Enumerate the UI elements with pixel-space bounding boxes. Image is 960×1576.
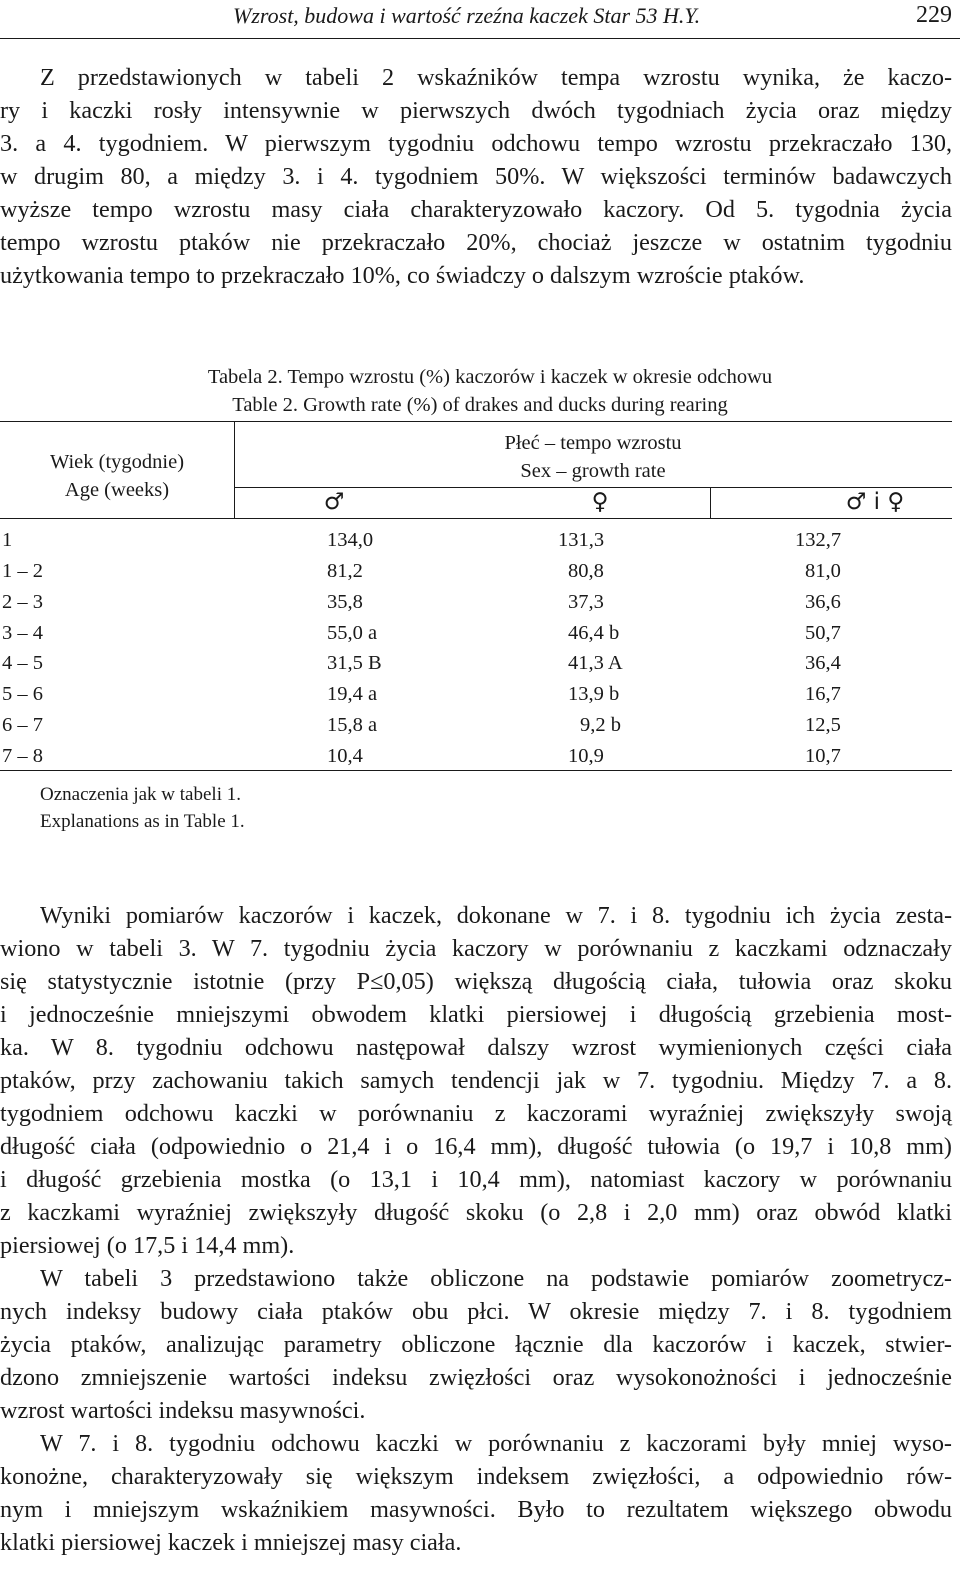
text-line: się statystycznie istotnie (przy P≤0,05) większą długością ciała, tułowia oraz skoku: [0, 968, 952, 995]
male-value: 81,2: [327, 560, 363, 582]
female-value: 41,3 A: [568, 652, 623, 674]
male-value: 10,4: [327, 745, 363, 767]
both-value: 81,0: [805, 560, 841, 582]
text-line: i jednocześnie mniejszymi obwodem klatki piersiowej i długością grzebienia most-: [0, 1001, 952, 1028]
both-sexes-header: ♂ i ♀: [845, 489, 905, 515]
running-title: Wzrost, budowa i wartość rzeźna kaczek Star 53 H.Y.: [233, 3, 701, 28]
table-note: [40, 781, 245, 835]
table-group-rule: [234, 487, 952, 488]
text-line: tygodniem odchowu kaczki w porównaniu z kaczorami wyraźniej zwiększyły swoją: [0, 1100, 952, 1127]
table-caption-pl: Tabela 2. Tempo wzrostu (%) kaczorów i kaczek w okresie odchowu: [207, 366, 773, 388]
text-line: ptaków, przy zachowaniu takich samych tendencji jak w 7. tygodniu. Między 7. a 8.: [0, 1067, 952, 1094]
text-line: wiono w tabeli 3. W 7. tygodniu życia kaczory w porównaniu z kaczkami odznaczały: [0, 935, 952, 962]
age-cell: 5 – 6: [2, 683, 43, 705]
text-line: dzono zmniejszenie wartości indeksu zwięzłości oraz wysokonożności i jednocześnie: [0, 1364, 952, 1391]
female-value: 80,8: [568, 560, 604, 582]
both-value: 16,7: [805, 683, 841, 705]
text-line: nych indeksy budowy ciała ptaków obu płci. W okresie między 7. i 8. tygodniem: [0, 1298, 952, 1325]
text-line: i długość grzebienia mostka (o 13,1 i 10,4 mm), natomiast kaczory w porównaniu: [0, 1166, 952, 1193]
age-cell: 6 – 7: [2, 714, 43, 736]
female-value: 131,3: [558, 529, 605, 551]
text-line: konożne, charakteryzowały się większym indeksem zwięzłości, a odpowiednio rów-: [0, 1463, 952, 1490]
age-cell: 7 – 8: [2, 745, 43, 767]
text-line: Z przedstawionych w tabeli 2 wskaźników tempa wzrostu wynika, że kaczo-: [40, 64, 952, 91]
running-header: [0, 0, 960, 39]
female-value: 46,4 b: [568, 622, 620, 644]
male-symbol-icon: ♂: [323, 489, 345, 515]
text-line: wzrost wartości indeksu masywności.: [0, 1397, 366, 1424]
intro-paragraph: [0, 61, 952, 292]
age-cell: 4 – 5: [2, 652, 43, 674]
both-value: 36,6: [805, 591, 841, 613]
table-caption: [0, 363, 960, 419]
both-value: 12,5: [805, 714, 841, 736]
text-line: W 7. i 8. tygodniu odchowu kaczki w porównaniu z kaczorami były mniej wyso-: [40, 1430, 952, 1457]
female-value: 10,9: [568, 745, 604, 767]
group-header-en: Sex – growth rate: [520, 460, 666, 482]
table-caption-en: Table 2. Growth rate (%) of drakes and ducks during rearing: [232, 394, 728, 416]
age-header-en: Age (weeks): [64, 479, 170, 501]
female-value: 37,3: [568, 591, 604, 613]
text-line: długość ciała (odpowiednio o 21,4 i o 16,4 mm), długość tułowia (o 19,7 i 10,8 mm): [0, 1133, 952, 1160]
text-line: życia ptaków, analizując parametry obliczone łącznie dla kaczorów i kaczek, stwier-: [0, 1331, 952, 1358]
text-line: W tabeli 3 przedstawiono także obliczone na podstawie pomiarów zoometrycz-: [40, 1265, 952, 1292]
text-line: Wyniki pomiarów kaczorów i kaczek, dokonane w 7. i 8. tygodniu ich życia zesta-: [40, 902, 952, 929]
page-number: 229: [916, 2, 952, 28]
group-header: [234, 429, 952, 485]
male-value: 55,0 a: [327, 622, 378, 644]
group-header-pl: Płeć – tempo wzrostu: [504, 432, 682, 454]
male-value: 19,4 a: [327, 683, 378, 705]
text-line: ka. W 8. tygodniu odchowu następował dalszy wzrost wymienionych części ciała: [0, 1034, 952, 1061]
male-value: 31,5 B: [327, 652, 382, 674]
text-line: 3. a 4. tygodniem. W pierwszym tygodniu odchowu tempo wzrostu przekraczało 130,: [0, 130, 952, 157]
text-line: wyższe tempo wzrostu masy ciała charakteryzowało kaczory. Od 5. tygodnia życia: [0, 196, 952, 223]
age-header: [0, 448, 234, 504]
male-value: 15,8 a: [327, 714, 378, 736]
text-line: nym i mniejszym wskaźnikiem masywności. Było to rezultatem większego obwodu: [0, 1496, 952, 1523]
table-note-pl: Oznaczenia jak w tabeli 1.: [40, 784, 241, 805]
table-bottom-rule: [0, 770, 952, 771]
table-header-rule: [0, 518, 952, 519]
both-value: 10,7: [805, 745, 841, 767]
age-cell: 1 – 2: [2, 560, 43, 582]
male-value: 35,8: [327, 591, 363, 613]
text-line: piersiowej (o 17,5 i 14,4 mm).: [0, 1232, 295, 1259]
age-header-pl: Wiek (tygodnie): [49, 451, 185, 473]
text-line: użytkowania tempo to przekraczało 10%, co świadczy o dalszym wzroście ptaków.: [0, 262, 805, 289]
table-vertical-rule: [710, 488, 711, 519]
text-line: tempo wzrostu ptaków nie przekraczało 20%, chociaż jeszcze w ostatnim tygodniu: [0, 229, 952, 256]
text-line: w drugim 80, a między 3. i 4. tygodniem 50%. W większości terminów badawczych: [0, 163, 952, 190]
age-cell: 2 – 3: [2, 591, 43, 613]
text-line: ry i kaczki rosły intensywnie w pierwszych dwóch tygodniach życia oraz między: [0, 97, 952, 124]
female-value: 13,9 b: [568, 683, 620, 705]
age-cell: 1: [2, 529, 13, 551]
age-cell: 3 – 4: [2, 622, 43, 644]
text-line: z kaczkami wyraźniej zwiększyły długość skoku (o 2,8 i 2,0 mm) oraz obwód klatki: [0, 1199, 952, 1226]
male-value: 134,0: [327, 529, 374, 551]
both-value: 50,7: [805, 622, 841, 644]
table-top-rule: [0, 421, 952, 422]
both-value: 36,4: [805, 652, 841, 674]
table-note-en: Explanations as in Table 1.: [40, 811, 245, 832]
both-value: 132,7: [795, 529, 842, 551]
text-line: klatki piersiowej kaczek i mniejszej masy ciała.: [0, 1529, 462, 1556]
female-value: 9,2 b: [580, 714, 621, 736]
results-paragraphs: [0, 899, 952, 1559]
female-symbol-icon: ♀: [591, 489, 609, 515]
